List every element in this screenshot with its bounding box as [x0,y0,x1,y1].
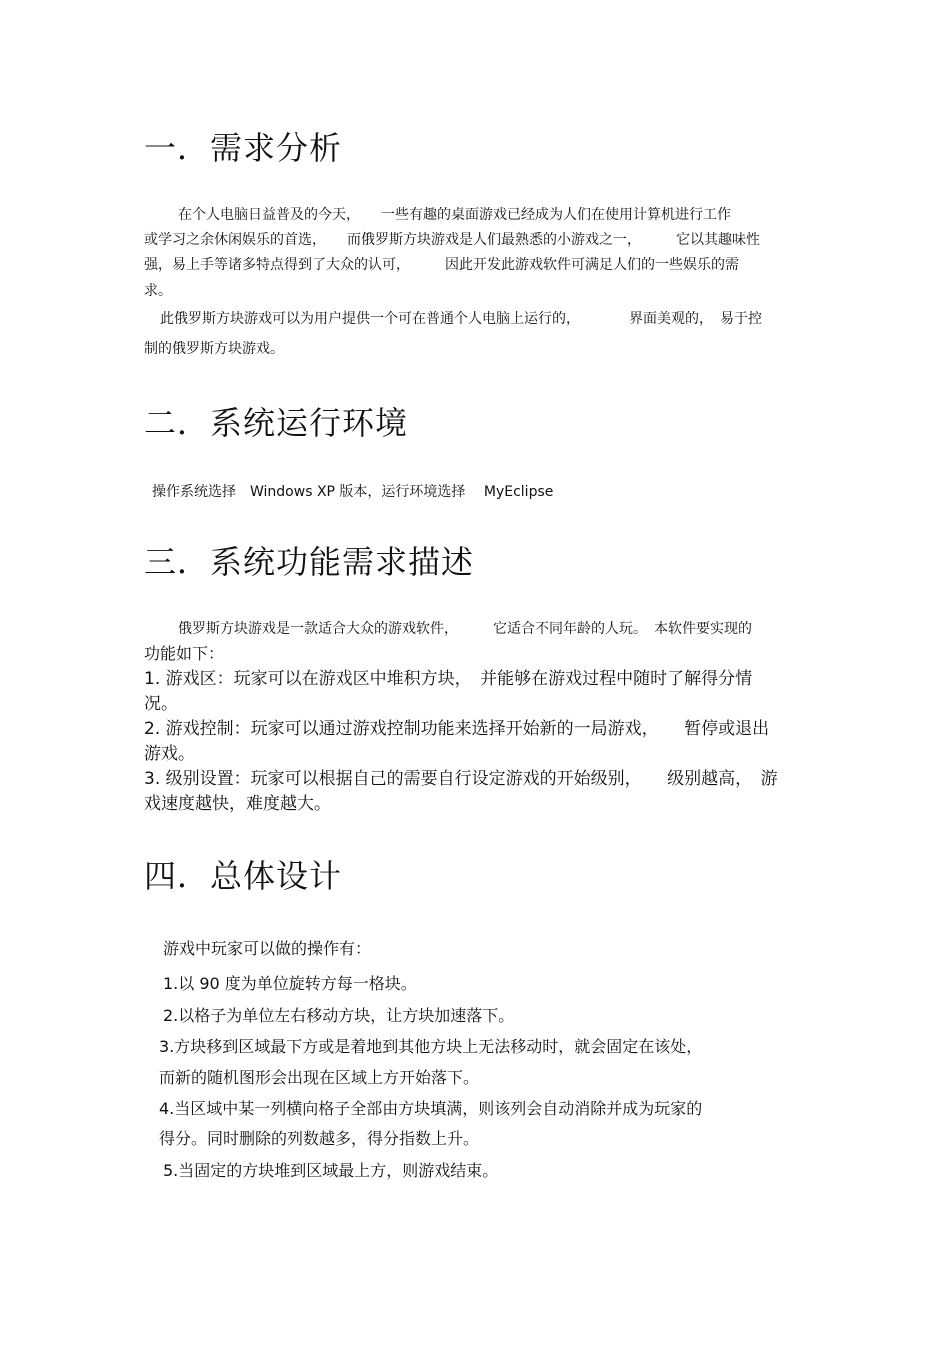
paragraph-line: 或学习之余休闲娱乐的首选， 而俄罗斯方块游戏是人们最熟悉的小游戏之一， 它以其趣味性 [144,232,760,248]
list-item: 1.以 90 度为单位旋转方每一格块。 [163,974,417,993]
list-item: 4.当区域中某一列横向格子全部由方块填满，则该列会自动消除并成为玩家的 [159,1099,703,1118]
section-heading-requirements: 一．需求分析 [144,129,343,167]
paragraph-line: 强，易上手等诸多特点得到了大众的认可， 因此开发此游戏软件可满足人们的一些娱乐的需 [144,257,739,273]
list-item: 2.以格子为单位左右移动方块，让方块加速落下。 [163,1006,515,1025]
paragraph-line: 操作系统选择 Windows XP 版本，运行环境选择 MyEclipse [152,484,554,500]
paragraph-line: 此俄罗斯方块游戏可以为用户提供一个可在普通个人电脑上运行的， 界面美观的， 易于控 [160,311,762,327]
paragraph-line: 戏速度越快，难度越大。 [144,794,331,814]
list-item-continuation: 而新的随机图形会出现在区域上方开始落下。 [159,1068,480,1087]
paragraph-line: 俄罗斯方块游戏是一款适合大众的游戏软件， 它适合不同年龄的人玩。 本软件要实现的 [178,621,752,637]
section-heading-overall-design: 四．总体设计 [144,857,343,895]
paragraph-line: 制的俄罗斯方块游戏。 [144,341,284,357]
paragraph-line: 功能如下： [144,644,225,663]
list-item: 3.方块移到区域最下方或是着地到其他方块上无法移动时，就会固定在该处， [159,1037,703,1056]
paragraph-line: 1. 游戏区：玩家可以在游戏区中堆积方块， 并能够在游戏过程中随时了解得分情 [144,669,753,689]
section-heading-function-requirements: 三．系统功能需求描述 [144,543,475,581]
paragraph-line: 况。 [144,694,178,714]
paragraph-line: 游戏。 [144,744,195,764]
paragraph-line: 在个人电脑日益普及的今天， 一些有趣的桌面游戏已经成为人们在使用计算机进行工作 [178,207,731,223]
paragraph-line: 2. 游戏控制：玩家可以通过游戏控制功能来选择开始新的一局游戏， 暂停或退出 [144,719,770,739]
section-heading-environment: 二．系统运行环境 [144,404,409,442]
list-item: 5.当固定的方块堆到区域最上方，则游戏结束。 [163,1161,499,1180]
list-item-continuation: 得分。同时删除的列数越多，得分指数上升。 [159,1129,480,1148]
paragraph-line: 3. 级别设置：玩家可以根据自己的需要自行设定游戏的开始级别， 级别越高， 游 [144,769,778,789]
paragraph-line: 求。 [144,283,172,299]
paragraph-line: 游戏中玩家可以做的操作有： [163,939,372,958]
